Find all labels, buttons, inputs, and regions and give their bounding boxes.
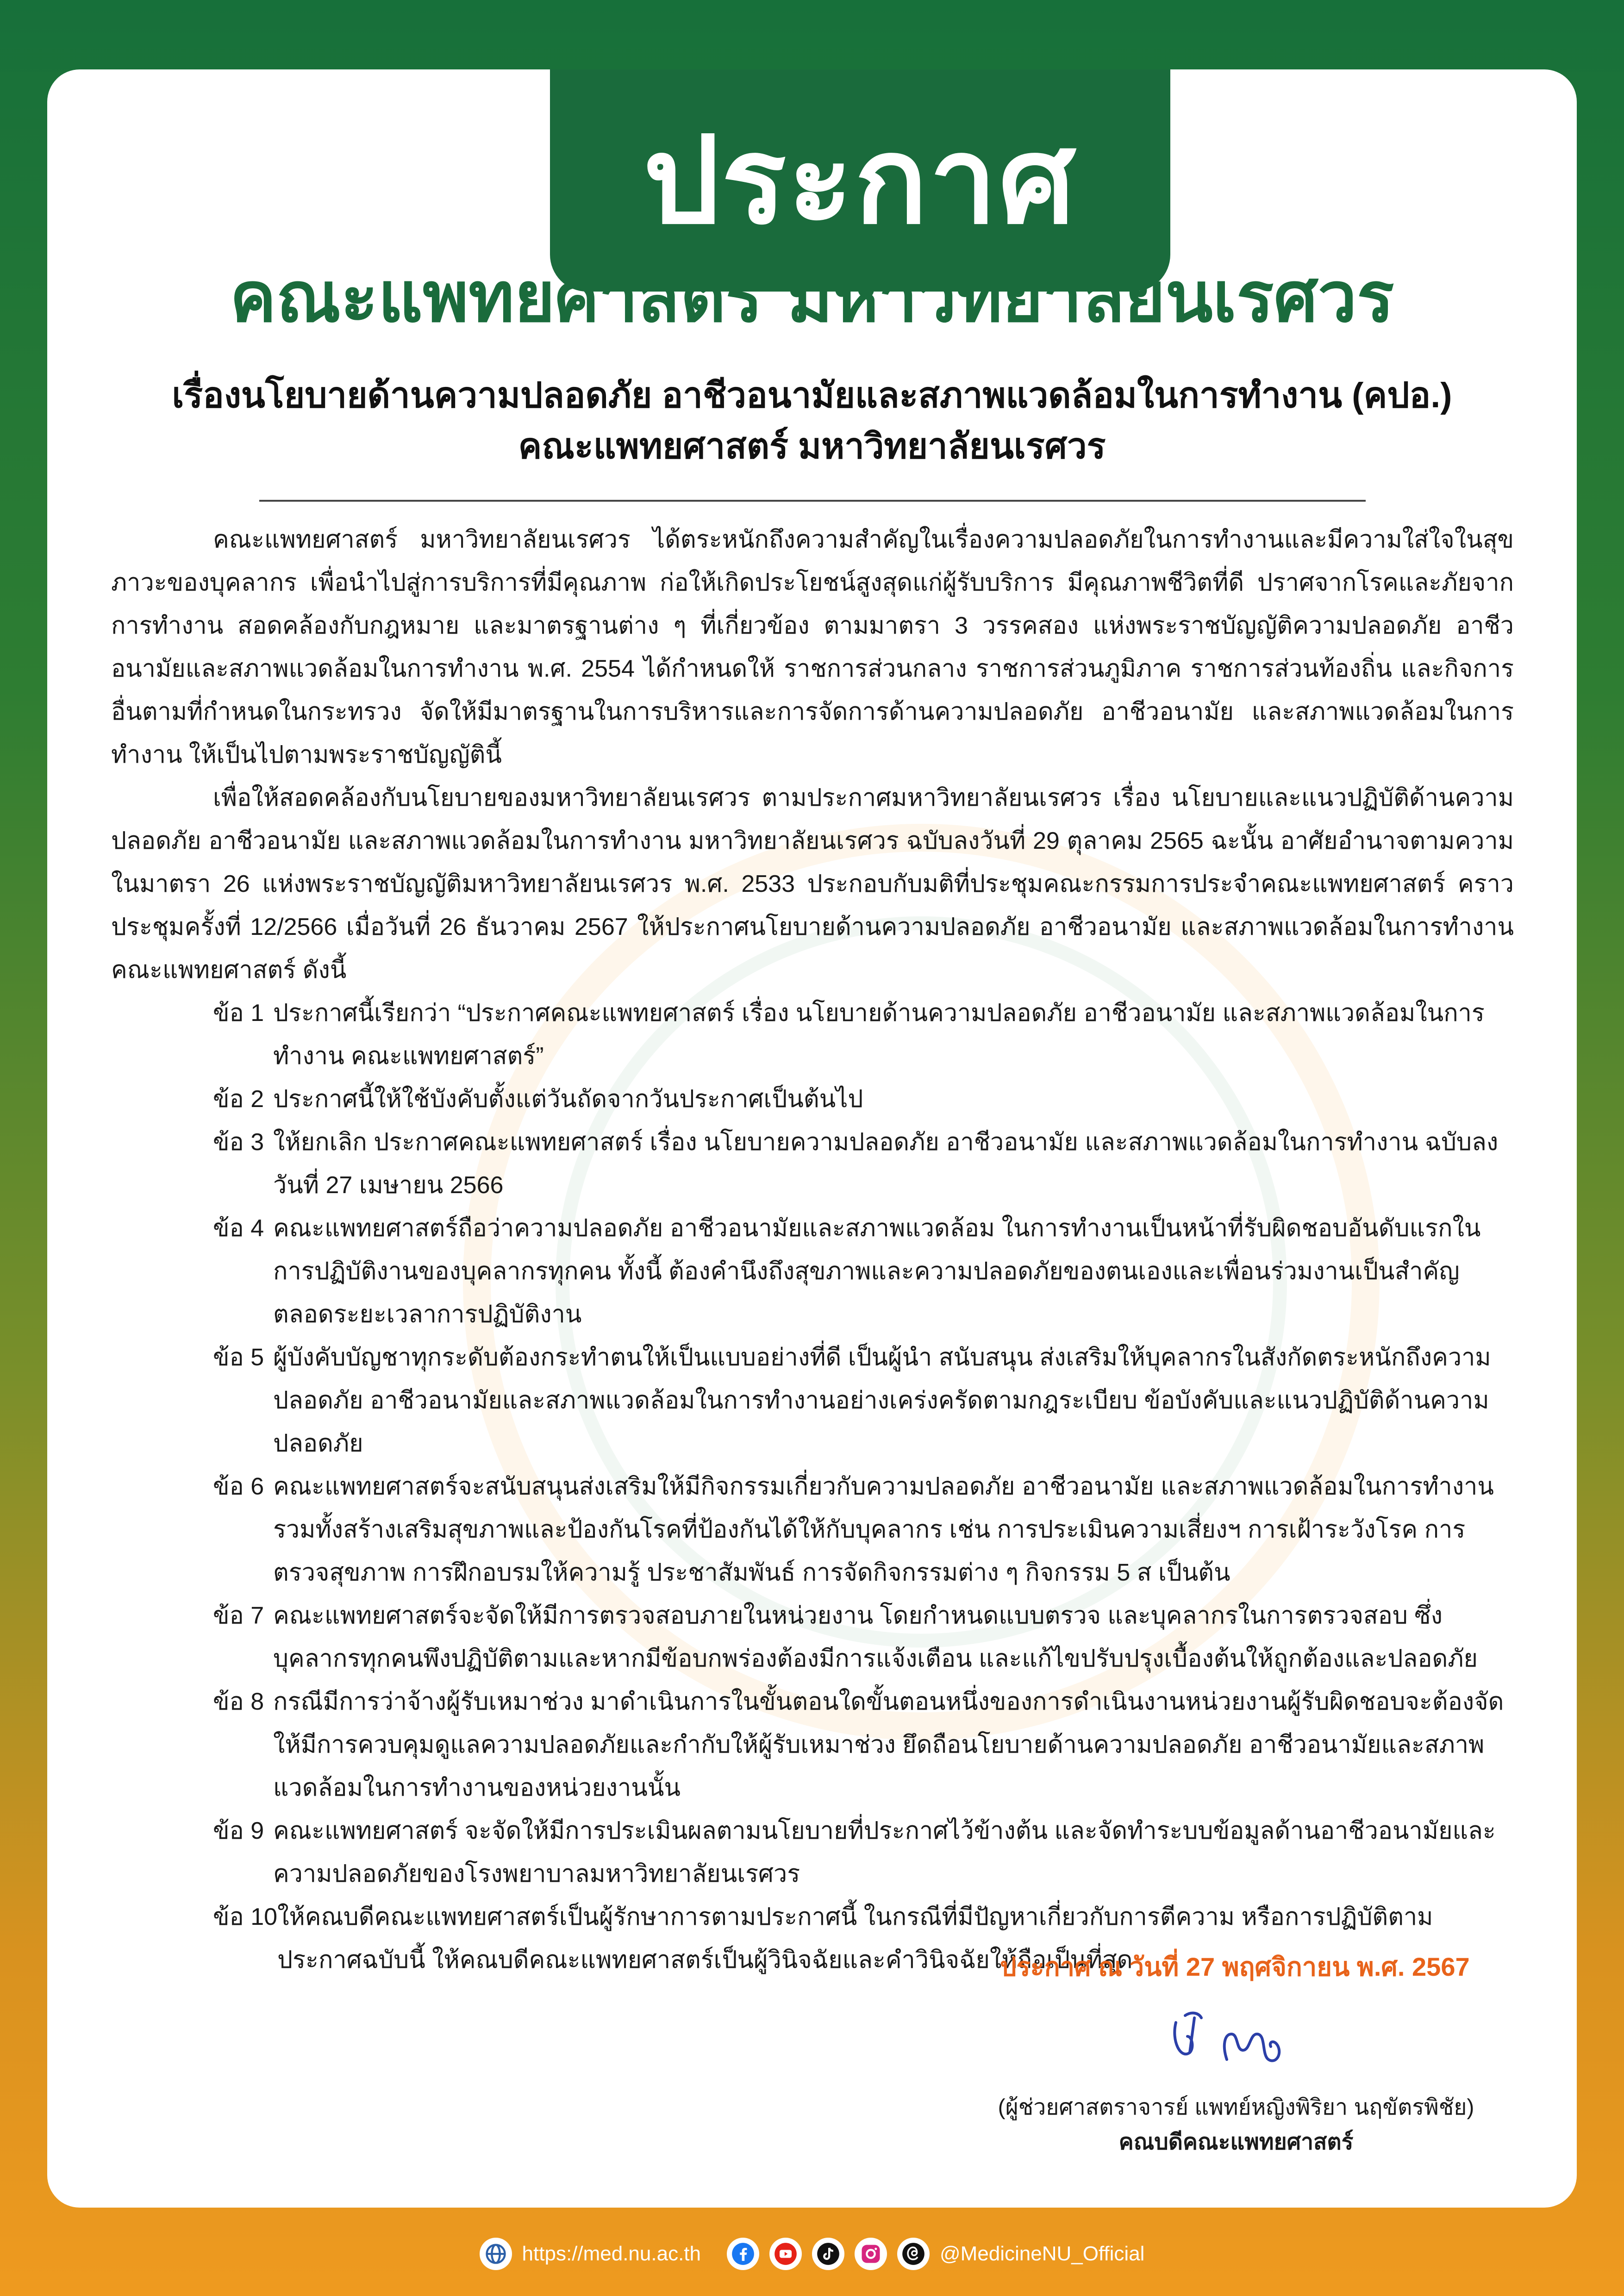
clause-item bbox=[111, 1680, 1514, 1810]
announcement-body bbox=[111, 518, 1514, 1982]
clause-item bbox=[111, 1121, 1514, 1207]
footer-contact-bar bbox=[0, 2233, 1624, 2275]
clause-number: ข้อ 9 bbox=[213, 1817, 264, 1844]
tiktok-icon[interactable] bbox=[812, 2238, 844, 2270]
clause-number: ข้อ 4 bbox=[213, 1215, 264, 1242]
announcement-date: ประกาศ ณ วันที่ 27 พฤศจิกายน พ.ศ. 2567 bbox=[1000, 1952, 1470, 1981]
clause-number: ข้อ 6 bbox=[213, 1473, 264, 1500]
signer-title: คณบดีคณะแพทยศาสตร์ bbox=[1118, 2130, 1354, 2154]
paragraph: เพื่อให้สอดคล้องกับนโยบายของมหาวิทยาลัยนเรศวร ตามประกาศมหาวิทยาลัยนเรศวร เรื่อง นโยบายและแนวปฏิบัติด้านความปลอดภัย อาชีวอนามัย และสภาพแวดล้อมในการทำงาน มหาวิทยาลัยนเรศวร ฉบับลงวันที่ 29 ตุลาคม 2565 ฉะนั้น อาศัยอำนาจตามความในมาตรา 26 แห่งพระราชบัญญัติมหาวิทยาลัยนเรศวร พ.ศ. 2533 ประกอบกับมติที่ประชุมคณะกรรมการประจำคณะแพทยศาสตร์ คราวประชุมครั้งที่ 12/2566 เมื่อวันที่ 26 ธันวาคม 2567 ให้ประกาศนโยบายด้านความปลอดภัย อาชีวอนามัย และสภาพแวดล้อมในการทำงาน คณะแพทยศาสตร์ ดังนี้ bbox=[111, 784, 1514, 983]
clause-text: ผู้บังคับบัญชาทุกระดับต้องกระทำตนให้เป็นแบบอย่างที่ดี เป็นผู้นำ สนับสนุน ส่งเสริมให้บุคลากรในสังกัดตระหนักถึงความปลอดภัย อาชีวอนามัยและสภาพแวดล้อมในการทำงานอย่างเคร่งครัดตามกฎระเบียบ ข้อบังคับและแนวปฏิบัติด้านความปลอดภัย bbox=[273, 1344, 1491, 1457]
clause-text: ประกาศนี้เรียกว่า “ประกาศคณะแพทยศาสตร์ เรื่อง นโยบายด้านความปลอดภัย อาชีวอนามัย และสภาพแวดล้อมในการทำงาน คณะแพทยศาสตร์” bbox=[273, 1000, 1485, 1070]
clause-number: ข้อ 3 bbox=[213, 1129, 264, 1156]
subject-line-1: เรื่องนโยบายด้านความปลอดภัย อาชีวอนามัยและสภาพแวดล้อมในการทำงาน (คปอ.) bbox=[172, 376, 1452, 415]
youtube-icon[interactable] bbox=[769, 2238, 802, 2270]
threads-icon[interactable] bbox=[897, 2238, 930, 2270]
clause-text: กรณีมีการว่าจ้างผู้รับเหมาช่วง มาดำเนินการในขั้นตอนใดขั้นตอนหนึ่งของการดำเนินงานหน่วยงานผู้รับผิดชอบจะต้องจัดให้มีการควบคุมดูแลความปลอดภัยและกำกับให้ผู้รับเหมาช่วง ยึดถือนโยบายด้านความปลอดภัย อาชีวอนามัยและสภาพแวดล้อมในการทำงานของหน่วยงานนั้น bbox=[273, 1688, 1504, 1801]
clause-text: ให้ยกเลิก ประกาศคณะแพทยศาสตร์ เรื่อง นโยบายความปลอดภัย อาชีวอนามัย และสภาพแวดล้อมในการทำงาน ฉบับลงวันที่ 27 เมษายน 2566 bbox=[273, 1129, 1499, 1199]
clause-text: คณะแพทยศาสตร์ จะจัดให้มีการประเมินผลตามนโยบายที่ประกาศไว้ข้างต้น และจัดทำระบบข้อมูลด้านอาชีวอนามัยและความปลอดภัยของโรงพยาบาลมหาวิทยาลัยนเรศวร bbox=[273, 1817, 1496, 1887]
clause-item bbox=[111, 1810, 1514, 1896]
subject-line-2: คณะแพทยศาสตร์ มหาวิทยาลัยนเรศวร bbox=[518, 427, 1106, 467]
clause-text: คณะแพทยศาสตร์จะจัดให้มีการตรวจสอบภายในหน่วยงาน โดยกำหนดแบบตรวจ และบุคลากรในการตรวจสอบ ซึ่งบุคลากรทุกคนพึงปฏิบัติตามและหากมีข้อบกพร่องต้องมีการแจ้งเตือน และแก้ไขปรับปรุงเบื้องต้นให้ถูกต้องและปลอดภัย bbox=[273, 1602, 1478, 1672]
clause-item bbox=[111, 1078, 1514, 1121]
clause-item bbox=[111, 1465, 1514, 1594]
paragraph: คณะแพทยศาสตร์ มหาวิทยาลัยนเรศวร ได้ตระหนักถึงความสำคัญในเรื่องความปลอดภัยในการทำงานและมีความใส่ใจในสุขภาวะของบุคลากร เพื่อนำไปสู่การบริการที่มีคุณภาพ ก่อให้เกิดประโยชน์สูงสุดแก่ผู้รับบริการ มีคุณภาพชีวิตที่ดี ปราศจากโรคและภัยจากการทำงาน สอดคล้องกับกฎหมาย และมาตรฐานต่าง ๆ ที่เกี่ยวข้อง ตามมาตรา 3 วรรคสอง แห่งพระราชบัญญัติความปลอดภัย อาชีวอนามัยและสภาพแวดล้อมในการทำงาน พ.ศ. 2554 ได้กำหนดให้ ราชการส่วนกลาง ราชการส่วนภูมิภาค ราชการส่วนท้องถิ่น และกิจการอื่นตามที่กำหนดในกระทรวง จัดให้มีมาตรฐานในการบริหารและการจัดการด้านความปลอดภัย อาชีวอนามัย และสภาพแวดล้อมในการทำงาน ให้เป็นไปตามพระราชบัญญัตินี้ bbox=[111, 526, 1514, 768]
clause-text: คณะแพทยศาสตร์จะสนับสนุนส่งเสริมให้มีกิจกรรมเกี่ยวกับความปลอดภัย อาชีวอนามัย และสภาพแวดล้อมในการทำงาน รวมทั้งสร้างเสริมสุขภาพและป้องกันโรคที่ป้องกันได้ให้กับบุคลากร เช่น การประเมินความเสี่ยงฯ การเฝ้าระวังโรค การตรวจสุขภาพ การฝึกอบรมให้ความรู้ ประชาสัมพันธ์ การจัดกิจกรรมต่าง ๆ กิจกรรม 5 ส เป็นต้น bbox=[273, 1473, 1494, 1586]
clause-text: ประกาศนี้ให้ใช้บังคับตั้งแต่วันถัดจากวันประกาศเป็นต้นไป bbox=[273, 1086, 863, 1113]
instagram-icon[interactable] bbox=[855, 2238, 887, 2270]
social-handle[interactable]: @MedicineNU_Official bbox=[940, 2242, 1145, 2265]
clause-item bbox=[111, 1594, 1514, 1680]
signer-name: (ผู้ช่วยศาสตราจารย์ แพทย์หญิงพิริยา นฤขัตรพิชัย) bbox=[998, 2095, 1474, 2120]
website-link[interactable]: https://med.nu.ac.th bbox=[522, 2242, 701, 2265]
clause-number: ข้อ 2 bbox=[213, 1086, 264, 1113]
clause-number: ข้อ 7 bbox=[213, 1602, 264, 1629]
subject-heading bbox=[0, 370, 1624, 472]
clause-number: ข้อ 5 bbox=[213, 1344, 264, 1371]
clause-text: คณะแพทยศาสตร์ถือว่าความปลอดภัย อาชีวอนามัยและสภาพแวดล้อม ในการทำงานเป็นหน้าที่รับผิดชอบอันดับแรกในการปฏิบัติงานของบุคลากรทุกคน ทั้งนี้ ต้องคำนึงถึงสุขภาพและความปลอดภัยของตนเองและเพื่อนร่วมงานเป็นสำคัญตลอดระยะเวลาการปฏิบัติงาน bbox=[273, 1215, 1481, 1328]
globe-icon[interactable] bbox=[480, 2238, 512, 2270]
facebook-icon[interactable] bbox=[727, 2238, 759, 2270]
clause-item bbox=[111, 1336, 1514, 1465]
clause-number: ข้อ 1 bbox=[213, 1000, 264, 1027]
faculty-name: คณะแพทยศาสตร์ มหาวิทยาลัยนเรศวร bbox=[230, 256, 1394, 338]
clause-text: ให้คณบดีคณะแพทยศาสตร์เป็นผู้รักษาการตามประกาศนี้ ในกรณีที่มีปัญหาเกี่ยวกับการตีความ หรือการปฏิบัติตามประกาศฉบับนี้ ให้คณบดีคณะแพทยศาสตร์เป็นผู้วินิจฉัยและคำวินิจฉัยให้ถือเป็นที่สุด bbox=[277, 1904, 1433, 1973]
clause-item bbox=[111, 1207, 1514, 1336]
clause-item bbox=[111, 992, 1514, 1078]
announcement-title: ประกาศ bbox=[643, 110, 1077, 251]
clause-list bbox=[111, 992, 1514, 1982]
handwritten-signature bbox=[1167, 2009, 1315, 2069]
clause-number: ข้อ 8 bbox=[213, 1688, 264, 1715]
clause-number: ข้อ 10 bbox=[213, 1904, 278, 1930]
divider bbox=[259, 500, 1366, 502]
